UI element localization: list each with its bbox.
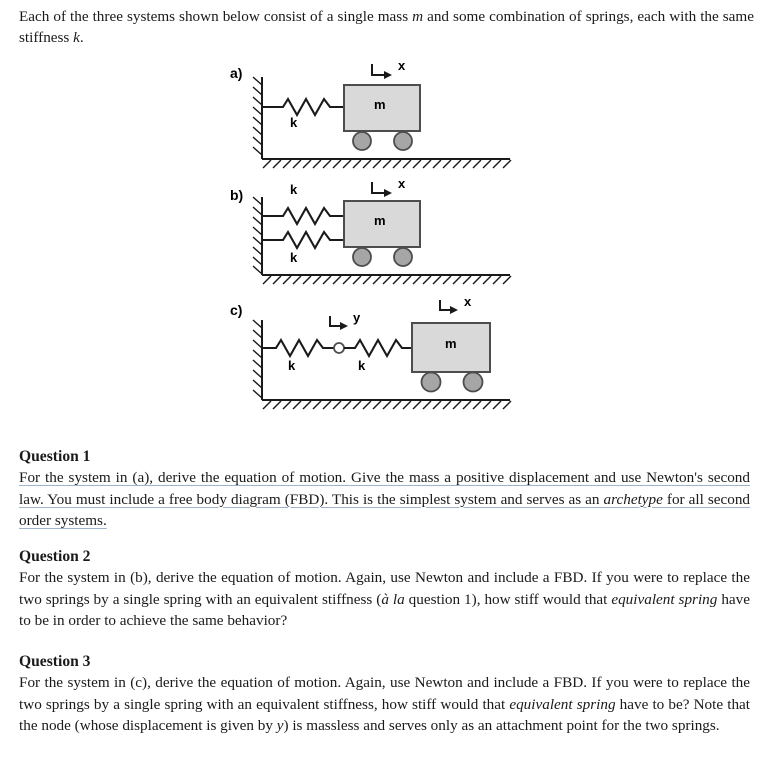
spring-label-b-k-upper: k [290, 182, 298, 197]
question-2-heading: Question 2 [19, 548, 91, 565]
question-block-1 [19, 448, 750, 532]
emphasis-text: à la [381, 590, 405, 608]
body-text: have to be? Note that the node (whose displacement is given by [19, 695, 750, 734]
coordinate-label-c-y: y [353, 310, 361, 325]
spring-a-1 [262, 99, 344, 115]
ground-hatching-c [263, 401, 511, 409]
mass-label-c: m [445, 336, 457, 351]
wheel-a-left [353, 132, 371, 150]
question-1-heading: Question 1 [19, 448, 91, 465]
wheel-b-left [353, 248, 371, 266]
system-a-svg [0, 55, 560, 170]
question-2-body [19, 567, 750, 632]
wall-hatching-a [253, 77, 262, 155]
spring-label-c-k-left: k [288, 358, 296, 373]
coordinate-arrow-a-x [372, 64, 392, 79]
intro-text-part3: . [79, 29, 84, 46]
question-3-heading: Question 3 [19, 653, 91, 670]
ground-hatching-a [263, 160, 511, 168]
coordinate-label-a-x: x [398, 58, 406, 73]
ground-hatching-b [263, 276, 511, 284]
spring-label-c-k-right: k [358, 358, 366, 373]
mass-label-a: m [374, 97, 386, 112]
wheel-a-right [394, 132, 412, 150]
node-circle-c [334, 343, 344, 353]
figure-group [0, 55, 769, 410]
emphasis-text: equivalent spring [611, 590, 718, 608]
intro-text-part1: Each of the three systems shown below consist of a single mass [19, 8, 413, 25]
wheel-b-right [394, 248, 412, 266]
question-block-3 [19, 653, 750, 737]
intro-symbol-m: m [412, 8, 424, 25]
coordinate-label-c-x: x [464, 294, 472, 309]
spring-label-b-k-lower: k [290, 250, 298, 265]
body-text: For the system in (a), derive the equation of motion. Give the mass a positive displacement and use Newton's second law. You must include a free body diagram (FBD). This is the simplest system and serves as an [19, 469, 750, 508]
mass-label-b: m [374, 213, 386, 228]
spring-b-upper [262, 208, 344, 224]
spring-c-left [262, 340, 334, 356]
body-text: have to be in order to achieve the same behavior? [19, 590, 750, 629]
emphasis-text: y [276, 717, 284, 734]
question-3-body [19, 672, 750, 737]
coordinate-arrow-c-y [330, 316, 348, 330]
system-b-svg [0, 175, 560, 290]
body-text: For the system in (c), derive the equation of motion. Again, use Newton and include a FBD. If you were to replace the two springs by a single spring with an equivalent stiffness, how stiff would that [19, 674, 750, 713]
coordinate-arrow-c-x [440, 300, 458, 314]
wall-hatching-b [253, 197, 262, 274]
intro-text-part2: and some combination of springs, each with the same stiffness [19, 8, 754, 46]
coordinate-label-b-x: x [398, 176, 406, 191]
wheel-c-left [422, 373, 441, 392]
question-block-2 [19, 548, 750, 632]
wheel-c-right [464, 373, 483, 392]
system-label-b: b) [230, 187, 244, 203]
body-text: ) is massless and serves only as an attachment point for the two springs. [283, 717, 720, 734]
body-text: for all second order systems. [19, 490, 751, 529]
emphasis-text: equivalent spring [509, 695, 616, 713]
system-label-c: c) [230, 302, 243, 318]
body-text: question 1), how stiff would that [404, 590, 612, 608]
wall-hatching-c [253, 320, 262, 398]
coordinate-arrow-b-x [372, 182, 392, 197]
system-label-a: a) [230, 65, 243, 81]
emphasis-text: archetype [603, 490, 663, 508]
question-1-body [19, 467, 750, 532]
system-c-svg [0, 290, 560, 415]
spring-b-lower [262, 232, 344, 248]
spring-label-a-k: k [290, 115, 298, 130]
body-text: For the system in (b), derive the equation of motion. Again, use Newton and include a FBD. If you were to replace the two springs by a single spring with an equivalent stiffness ( [19, 569, 750, 608]
intro-paragraph [19, 6, 754, 48]
spring-c-right [344, 340, 412, 356]
intro-symbol-k: k [73, 29, 80, 46]
